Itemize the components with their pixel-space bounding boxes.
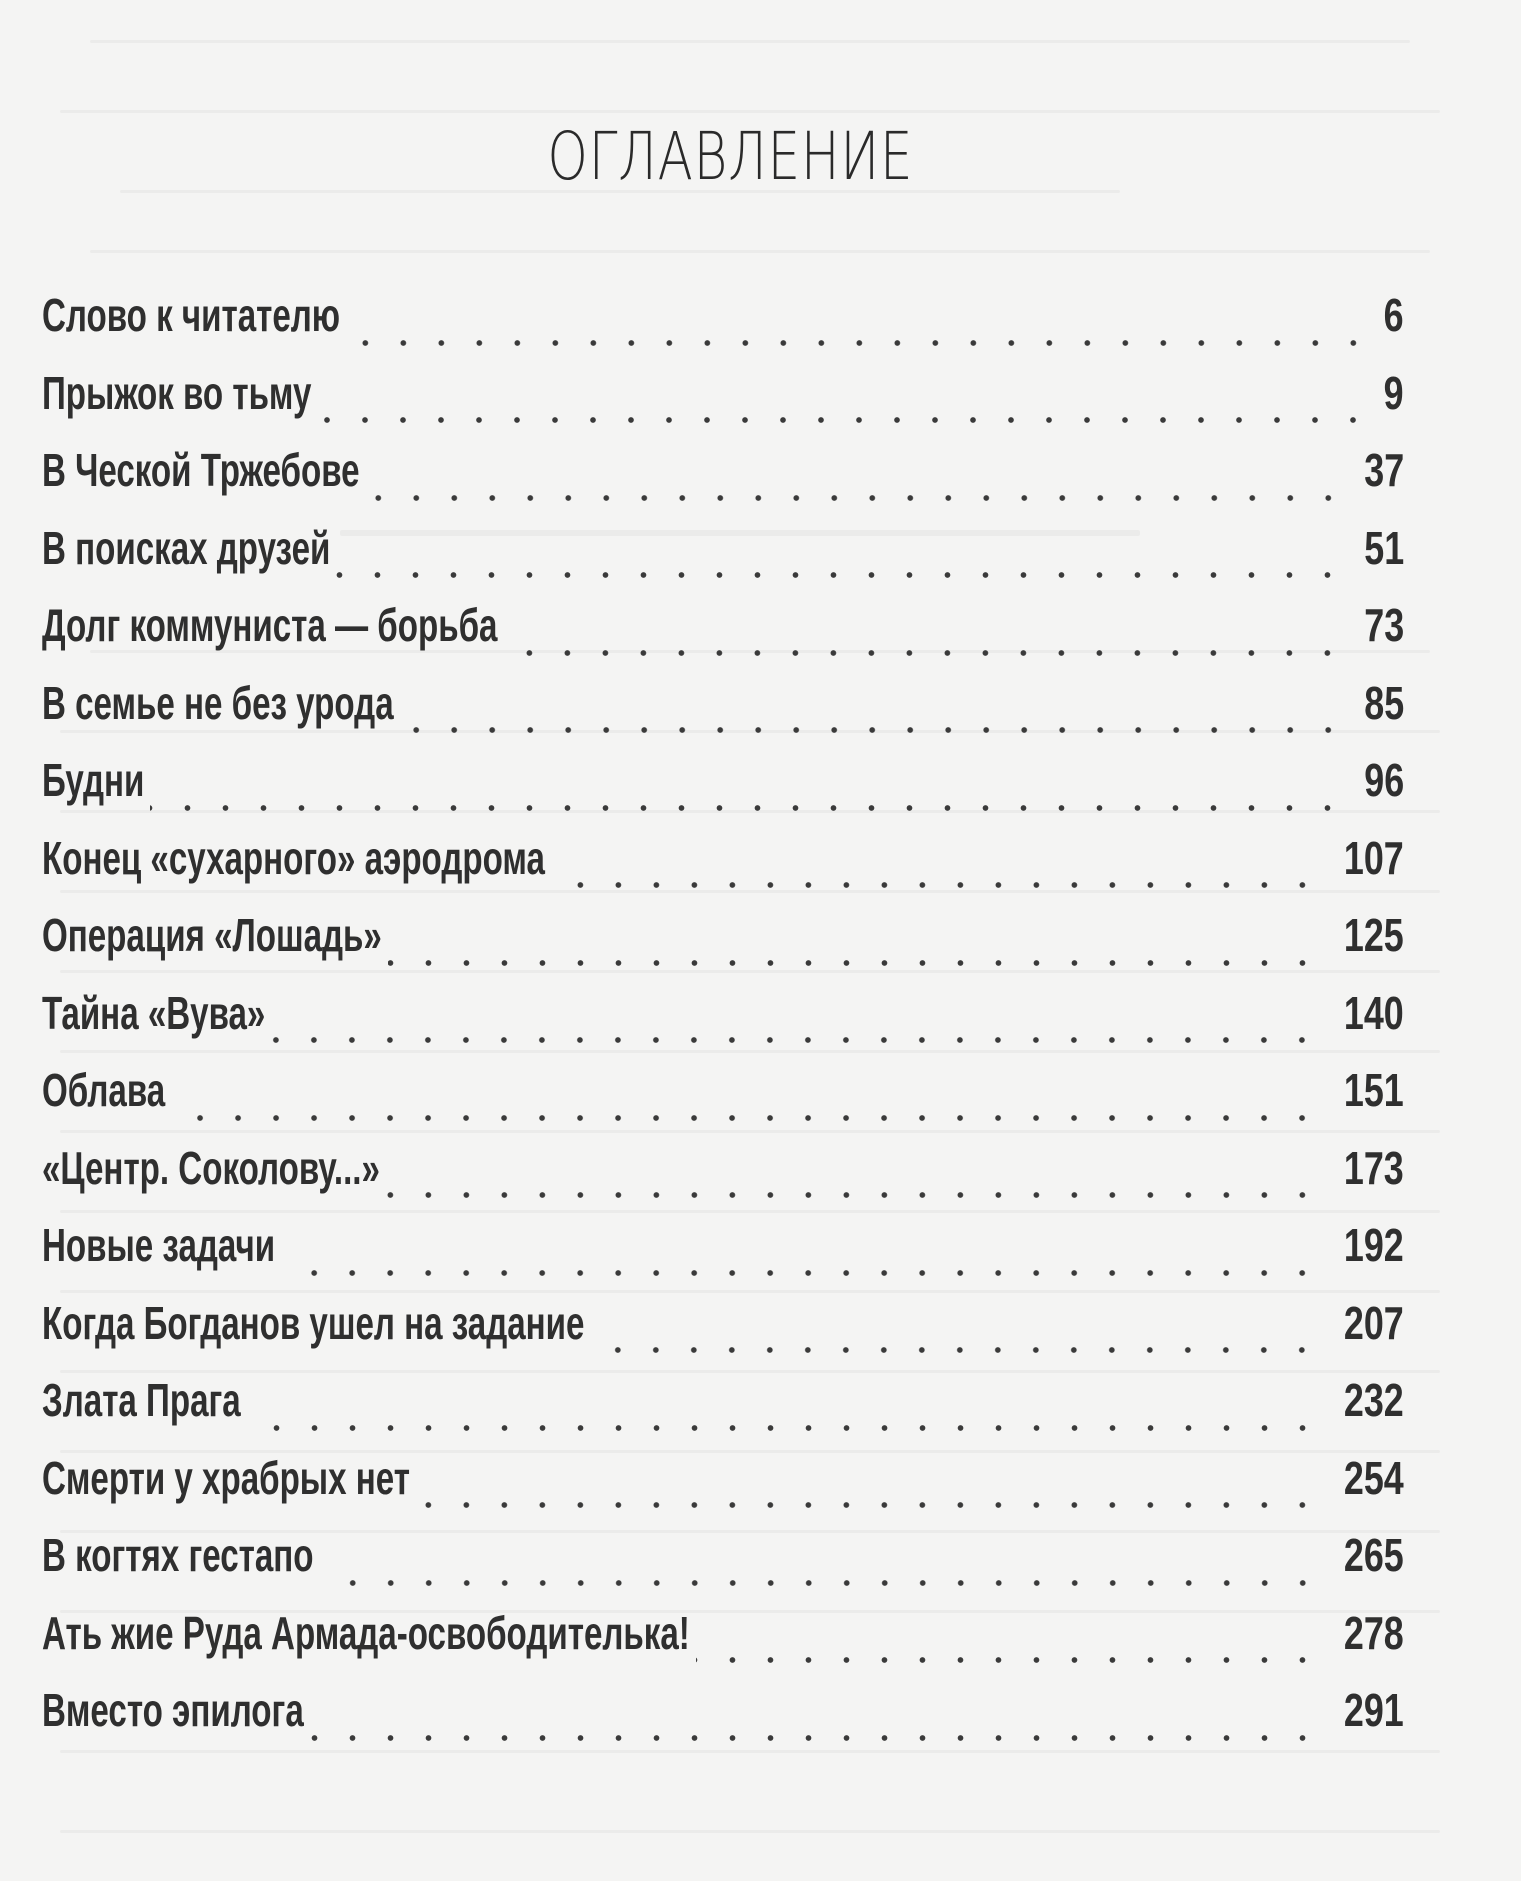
toc-entry-title: Прыжок во тьму: [42, 366, 312, 419]
toc-entry-title: В когтях гестапо: [42, 1529, 314, 1581]
toc-entry: [42, 1218, 1404, 1296]
toc-entry-page-number: 96: [1364, 754, 1404, 806]
toc-entry-title: В семье не без урода: [42, 676, 394, 729]
toc-entry-page-number: 265: [1344, 1529, 1404, 1581]
toc-entry-page-number: 232: [1344, 1374, 1404, 1426]
toc-entry-title: В поисках друзей: [42, 521, 331, 574]
toc-entry: [42, 1451, 1404, 1529]
toc-entry-page-number: 6: [1384, 289, 1404, 341]
toc-entry-title: В Ческой Тржебове: [42, 444, 360, 496]
dot-leader: [310, 1735, 1322, 1741]
toc-entry-title: Долг коммуниста — борьба: [42, 599, 498, 651]
toc-entry: [42, 288, 1404, 366]
toc-entry-page-number: 37: [1364, 444, 1404, 496]
toc-entry: [42, 1373, 1404, 1451]
toc-entry: [42, 831, 1404, 909]
toc-entry: [42, 1683, 1404, 1761]
toc-entry: [42, 443, 1404, 521]
toc-entry-title: Злата Прага: [42, 1374, 241, 1426]
toc-entry-page-number: 140: [1344, 986, 1404, 1039]
toc-entry-page-number: 73: [1364, 599, 1404, 651]
toc-entry-page-number: 151: [1344, 1064, 1404, 1116]
toc-entry-page-number: 278: [1344, 1606, 1404, 1659]
toc-entry: [42, 1296, 1404, 1374]
toc-entry: [42, 1141, 1404, 1219]
dot-leader: [696, 1657, 1321, 1663]
toc-entry-title: Конец «сухарного» аэродрома: [42, 831, 545, 884]
toc-entry: [42, 1528, 1404, 1606]
toc-entry-title: «Центр. Соколову...»: [42, 1141, 380, 1194]
toc-entry: [42, 986, 1404, 1064]
toc-entry-title: Облава: [42, 1064, 166, 1116]
toc-entry: [42, 366, 1404, 444]
toc-entry: [42, 1606, 1404, 1684]
dot-leader: [320, 1580, 1322, 1586]
toc-entry: [42, 908, 1404, 986]
dot-leader: [281, 1270, 1321, 1276]
dot-leader: [346, 340, 1372, 346]
dot-leader: [271, 1037, 1321, 1043]
dot-leader: [386, 1192, 1321, 1198]
dot-leader: [150, 805, 1346, 811]
toc-entry-title: Операция «Лошадь»: [42, 909, 382, 961]
dot-leader: [416, 1502, 1321, 1508]
toc-entry: [42, 1063, 1404, 1141]
dot-leader: [366, 495, 1347, 501]
toc-entry-page-number: 85: [1364, 676, 1404, 729]
dot-leader: [336, 572, 1346, 578]
toc-entry-page-number: 125: [1344, 909, 1404, 961]
dot-leader: [551, 882, 1321, 888]
toc-entry-title: Вместо эпилога: [42, 1684, 304, 1736]
toc-entry-page-number: 107: [1344, 831, 1404, 884]
toc-entry-page-number: 51: [1364, 521, 1404, 574]
dot-leader: [171, 1115, 1321, 1121]
toc-entry-page-number: 291: [1344, 1684, 1404, 1736]
toc-entry-page-number: 9: [1384, 366, 1404, 419]
dot-leader: [590, 1347, 1321, 1353]
toc-entry: [42, 676, 1404, 754]
toc-entry-title: Когда Богданов ушел на задание: [42, 1296, 585, 1349]
dot-leader: [388, 960, 1321, 966]
toc-entry-page-number: 192: [1344, 1219, 1404, 1271]
toc-entry-title: Смерти у храбрых нет: [42, 1451, 410, 1504]
toc-entry-title: Слово к читателю: [42, 289, 341, 341]
toc-entry-page-number: 173: [1344, 1141, 1404, 1194]
toc-entry-title: Ать жие Руда Армада-освободителька!: [42, 1606, 690, 1659]
dot-leader: [317, 417, 1372, 423]
dot-leader: [503, 650, 1346, 656]
dot-leader: [247, 1425, 1322, 1431]
toc-entry: [42, 598, 1404, 676]
toc-entry-page-number: 207: [1344, 1296, 1404, 1349]
toc-entry: [42, 521, 1404, 599]
toc-entry-title: Будни: [42, 754, 145, 806]
table-of-contents: [42, 288, 1404, 1761]
dot-leader: [400, 727, 1347, 733]
toc-entry-page-number: 254: [1344, 1451, 1404, 1504]
toc-entry-title: Тайна «Вува»: [42, 986, 266, 1039]
toc-entry: [42, 753, 1404, 831]
page-title: ОГЛАВЛЕНИЕ: [547, 118, 914, 195]
toc-entry-title: Новые задачи: [42, 1219, 276, 1271]
